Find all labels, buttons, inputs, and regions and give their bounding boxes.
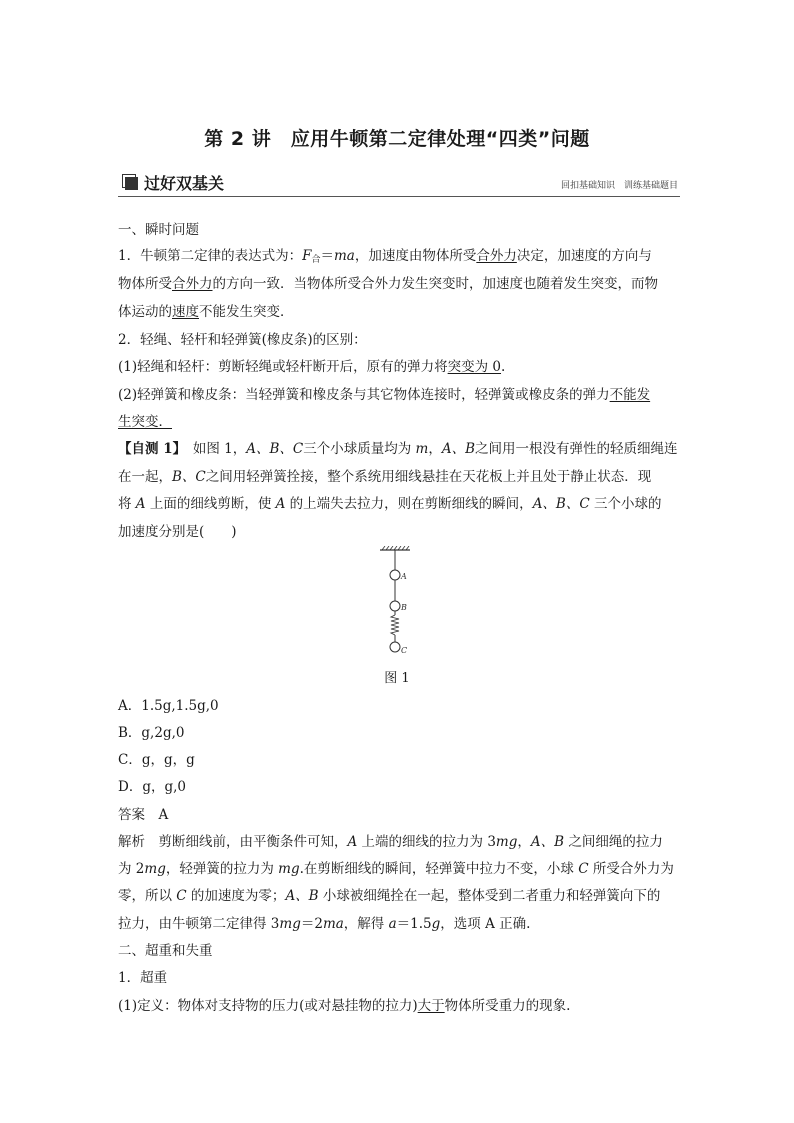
analysis-line: 解析 剪断细线前，由平衡条件可知，A 上端的细线的拉力为 3mg，A、B 之间细绳的拉力 xyxy=(118,834,663,850)
option-d: D．g，g,0 xyxy=(118,779,186,795)
paragraph-line: 生突变． xyxy=(118,414,172,430)
part2-heading: 二、超重和失重 xyxy=(118,943,213,959)
label-b: B xyxy=(401,603,407,612)
figure-caption: 图 1 xyxy=(384,671,410,686)
answer-line: 答案 A xyxy=(118,807,169,823)
part2-sub-heading: 1．超重 xyxy=(118,970,168,986)
paragraph-line: (1)定义：物体对支持物的压力(或对悬挂物的拉力)大于物体所受重力的现象. xyxy=(118,998,571,1014)
ball-a xyxy=(390,570,400,580)
section-header xyxy=(118,170,680,197)
analysis-line: 零，所以 C 的加速度为零；A、B 小球被细绳拴在一起，整体受到二者重力和轻弹簧向下的 xyxy=(118,888,661,904)
part1-heading: 一、瞬时问题 xyxy=(118,222,199,238)
section-title: 过好双基关 xyxy=(144,174,225,193)
figure-1-diagram xyxy=(370,546,430,656)
selftest-line: 在一起，B、C之间用轻弹簧拴接，整个系统用细线悬挂在天花板上并且处于静止状态．现 xyxy=(118,469,652,485)
section-square-icon xyxy=(122,174,136,188)
selftest-line: 加速度分别是( ) xyxy=(118,524,237,540)
paragraph-line: (1)轻绳和轻杆：剪断轻绳或轻杆断开后，原有的弹力将突变为 0. xyxy=(118,359,506,375)
paragraph-line: 物体所受合外力的方向一致．当物体所受合外力发生突变时，加速度也随着发生突变，而物 xyxy=(118,276,658,292)
page-title: 第 2 讲 应用牛顿第二定律处理“四类”问题 xyxy=(204,128,590,150)
paragraph-line: 2．轻绳、轻杆和轻弹簧(橡皮条)的区别： xyxy=(118,332,367,348)
paragraph-line: 体运动的速度不能发生突变． xyxy=(118,304,294,320)
selftest-line: 将 A 上面的细线剪断，使 A 的上端失去拉力，则在剪断细线的瞬间，A、B、C 三个小球的 xyxy=(118,496,662,512)
paragraph-line: 1．牛顿第二定律的表达式为：$F_合=ma$，加速度由物体所受合外力决定，加速度的方向与 xyxy=(118,248,652,265)
ball-b xyxy=(390,601,400,611)
selftest-line: 【自测 1】 如图 1，A、B、C三个小球质量均为 m，A、B之间用一根没有弹性的轻质细绳连 xyxy=(118,441,678,457)
option-b: B．g,2g,0 xyxy=(118,725,185,741)
ball-c xyxy=(390,642,400,652)
option-c: C．g，g，g xyxy=(118,752,195,768)
section-subtitle: 回扣基础知识 训练基础题目 xyxy=(560,181,678,191)
paragraph-line: (2)轻弹簧和橡皮条：当轻弹簧和橡皮条与其它物体连接时，轻弹簧或橡皮条的弹力不能发 xyxy=(118,387,651,403)
analysis-line: 为 2mg，轻弹簧的拉力为 mg.在剪断细线的瞬间，轻弹簧中拉力不变，小球 C 所受合外力为 xyxy=(118,861,674,877)
label-c: C xyxy=(401,646,408,655)
label-a: A xyxy=(401,572,407,581)
analysis-line: 拉力，由牛顿第二定律得 3mg＝2ma，解得 a＝1.5g，选项 A 正确. xyxy=(118,916,531,932)
option-a: A．1.5g,1.5g,0 xyxy=(118,698,219,714)
spring xyxy=(391,615,399,635)
